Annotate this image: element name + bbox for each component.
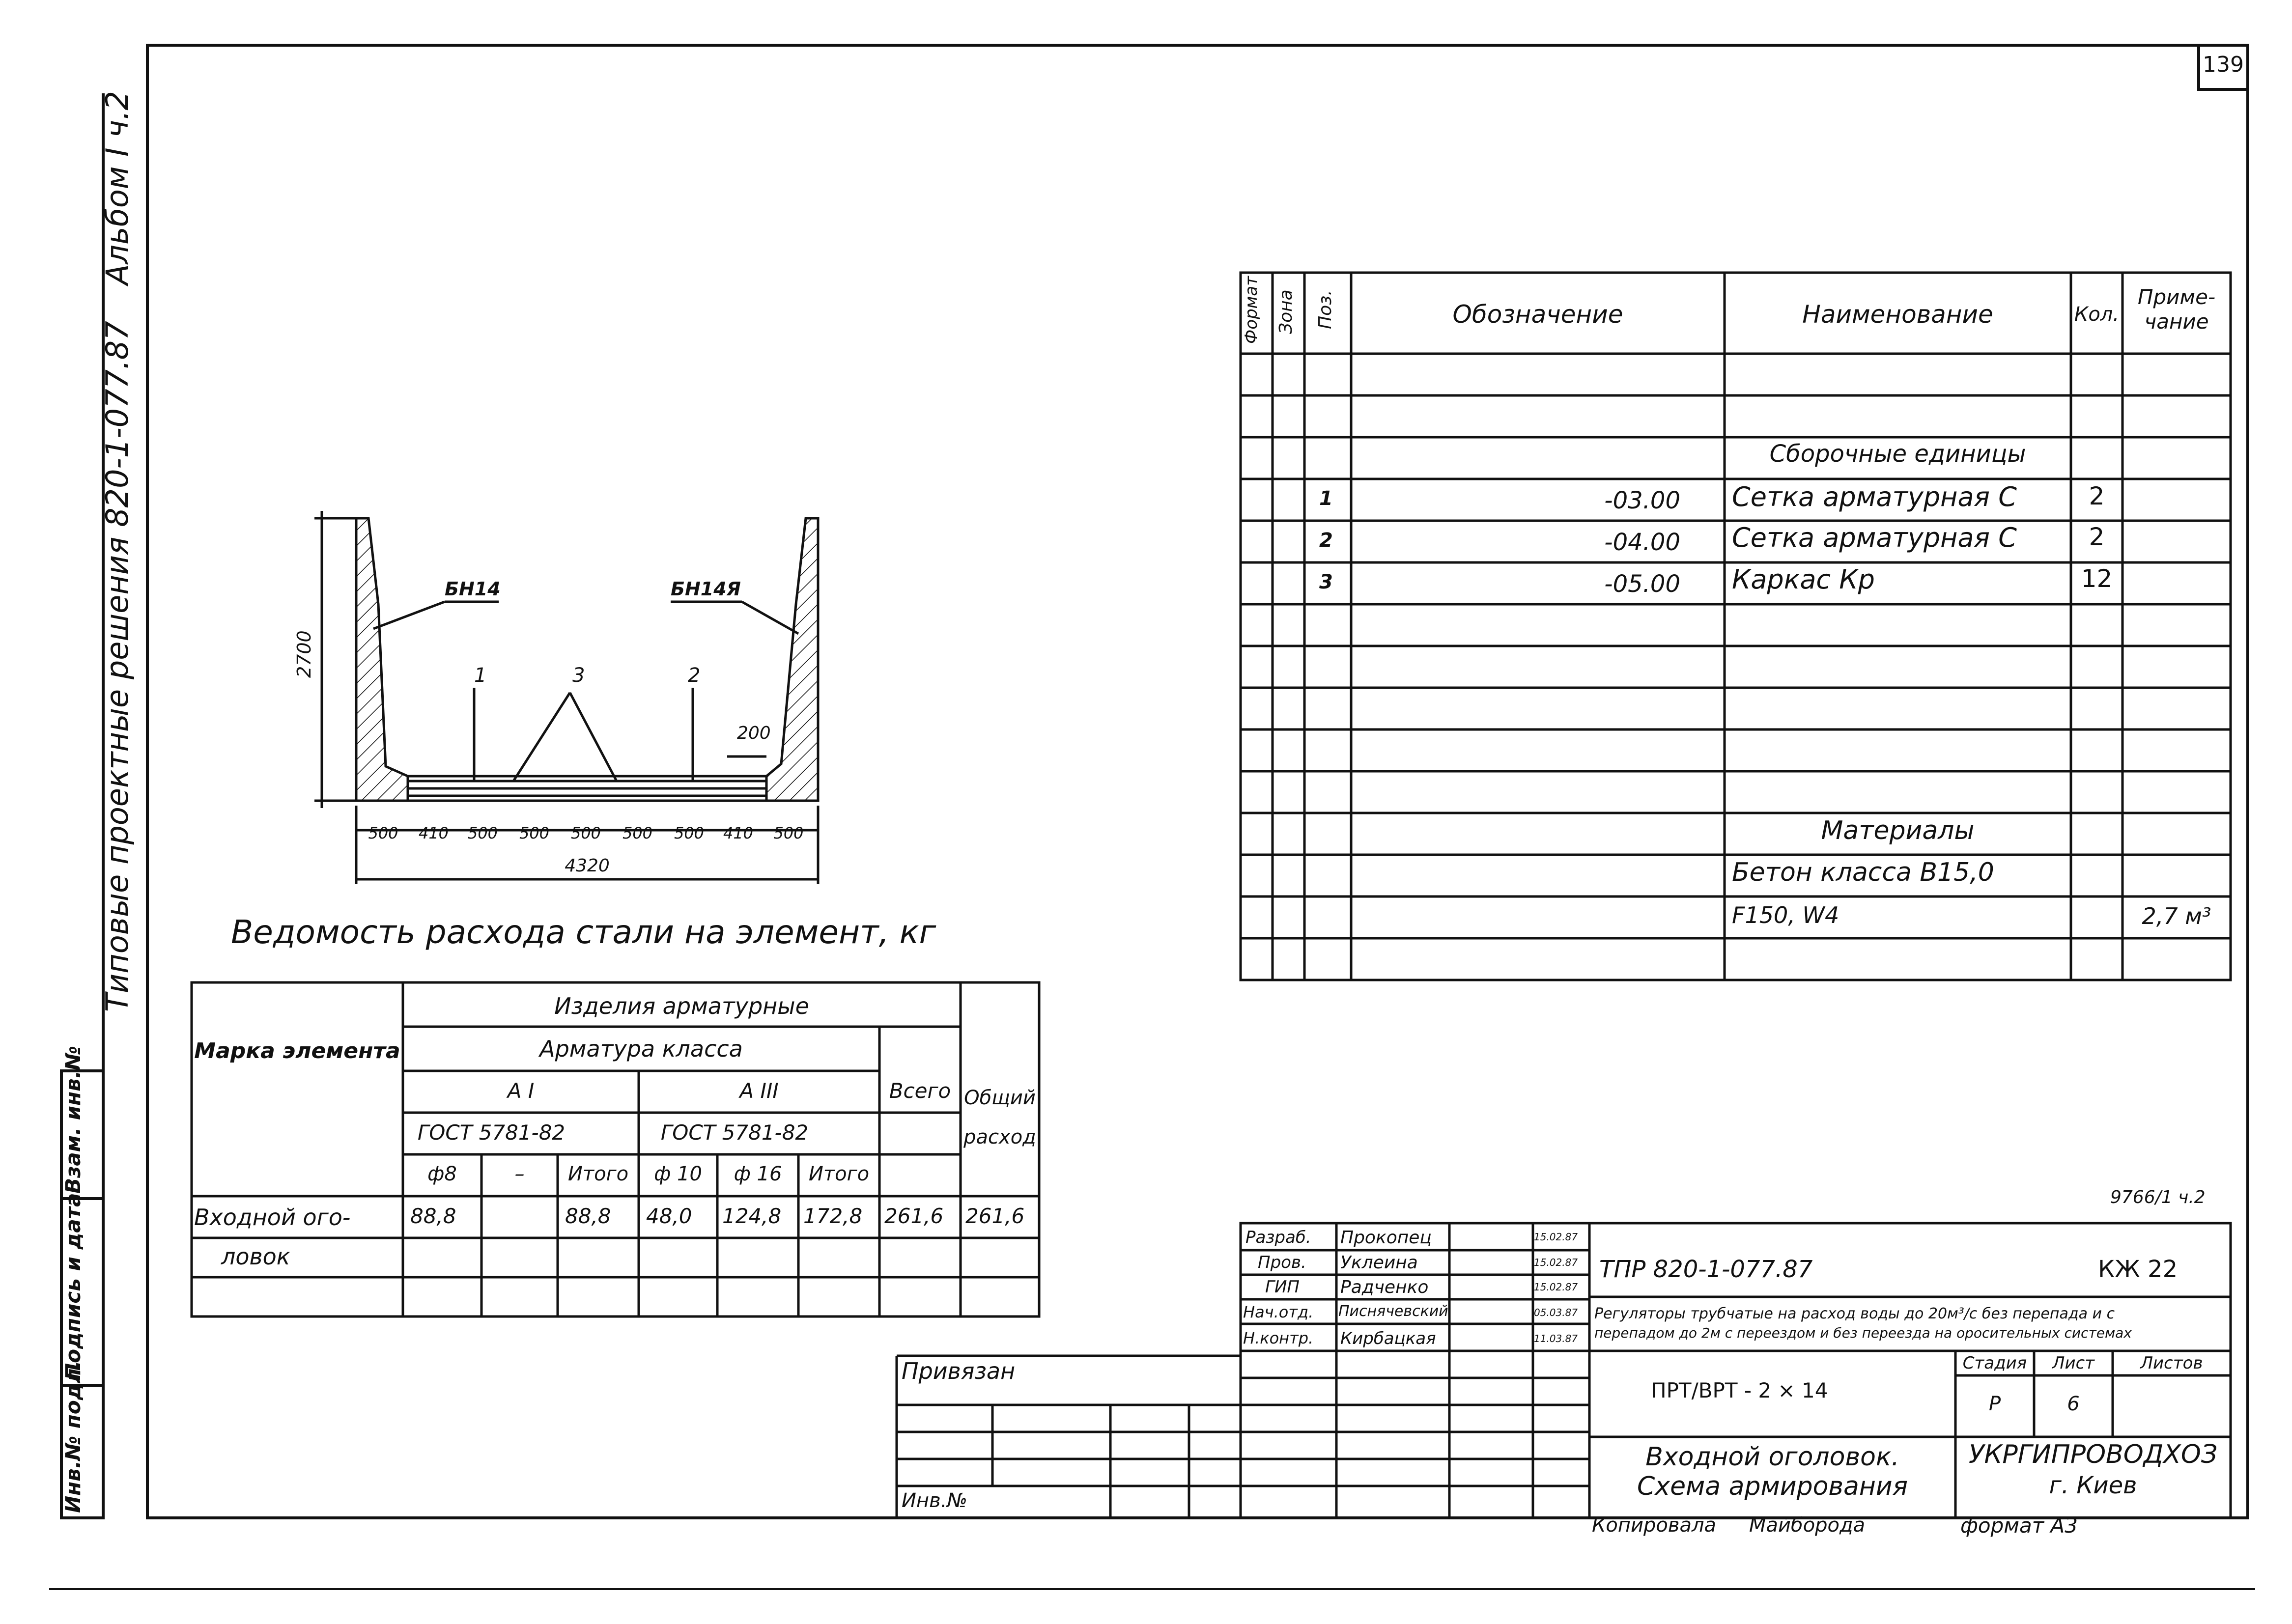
org-line1: УКРГИПРОВОДХОЗ	[1968, 1440, 2218, 1469]
dim-segment: 500	[674, 824, 705, 842]
steel-head-ai: А I	[507, 1079, 535, 1103]
steel-head-aiii: А III	[739, 1079, 779, 1103]
margin-label-sign: Подпись и дата	[61, 1193, 85, 1380]
dim-segment: 500	[467, 824, 498, 842]
dim-segment: 500	[519, 824, 550, 842]
element-code: ПРТ/ВРТ - 2 × 14	[1651, 1378, 1828, 1402]
small-dimension: 200	[737, 723, 771, 743]
spec-item-pos: 3	[1319, 571, 1333, 593]
spec-head-pos: Поз.	[1315, 290, 1335, 329]
spec-item-designation: -05.00	[1604, 570, 1680, 598]
project-line1: Регуляторы трубчатые на расход воды до 20м³/с без перепада и с	[1594, 1305, 2115, 1322]
steel-head-total: Всего	[889, 1079, 951, 1103]
doc-mark: КЖ 22	[2098, 1256, 2178, 1283]
stamp-role: Пров.	[1258, 1253, 1306, 1272]
steel-sub-col: ф8	[427, 1163, 457, 1185]
spec-item-designation: -04.00	[1604, 529, 1680, 556]
steel-row-value: 124,8	[722, 1204, 782, 1228]
spec-item-name: Сетка арматурная С	[1732, 481, 2017, 512]
dim-segment: 500	[368, 824, 398, 842]
mark-left-wall: БН14	[445, 578, 501, 600]
steel-head-mark	[192, 1036, 403, 1065]
spec-head-format: Формат	[1242, 276, 1261, 344]
steel-row-mark-line1: Входной ого-	[194, 1204, 351, 1231]
margin-label-inv: Инв.№ подл.	[61, 1360, 85, 1513]
dim-segment: 500	[622, 824, 653, 842]
stamp-name: Кирбацкая	[1340, 1329, 1436, 1348]
stamp-date: 11.03.87	[1534, 1333, 1578, 1344]
spec-section-assembly: Сборочные единицы	[1769, 440, 2026, 468]
steel-sub-col: ф 10	[654, 1163, 702, 1185]
spec-item-qty: 2	[2089, 482, 2105, 510]
stamp-date: 15.02.87	[1534, 1281, 1578, 1293]
bottom-dimension-chain	[356, 825, 818, 850]
spec-material-line1: Бетон класса В15,0	[1732, 858, 1994, 887]
steel-sub-col: Итого	[808, 1163, 870, 1185]
stamp-date: 15.02.87	[1534, 1257, 1578, 1268]
spec-item-pos: 2	[1319, 529, 1333, 552]
spec-item-name: Сетка арматурная С	[1732, 522, 2017, 553]
spec-item-qty: 2	[2089, 523, 2105, 551]
stamp-name: Радченко	[1340, 1277, 1429, 1297]
spec-item-designation: -03.00	[1604, 487, 1680, 514]
steel-table-title: Ведомость расхода стали на элемент, кг	[231, 913, 936, 951]
page-number: 139	[2203, 52, 2244, 77]
stamp-role: Н.контр.	[1243, 1329, 1314, 1347]
steel-row-mark-line2: ловок	[221, 1243, 290, 1270]
spec-head-designation: Обозначение	[1452, 300, 1623, 329]
spec-item-name: Каркас Кр	[1732, 564, 1875, 595]
stamp-name: Уклеина	[1340, 1253, 1418, 1273]
steel-head-gost2: ГОСТ 5781-82	[660, 1120, 809, 1145]
dim-segment: 410	[418, 824, 449, 842]
sheet-ref: 9766/1 ч.2	[2110, 1187, 2206, 1207]
org-line2: г. Киев	[2049, 1472, 2137, 1499]
steel-row-value: 261,6	[884, 1204, 944, 1228]
format-label: формат А3	[1960, 1513, 2078, 1538]
steel-table-grid	[192, 982, 1039, 1316]
steel-head-mark-text: Марка элемента	[194, 1038, 400, 1064]
steel-sub-col: Итого	[567, 1163, 629, 1185]
stamp-sheet: 6	[2067, 1393, 2080, 1415]
total-dimension: 4320	[565, 856, 610, 876]
spec-head-name: Наименование	[1802, 300, 1993, 329]
position-1: 1	[474, 664, 487, 687]
steel-sub-col: ф 16	[734, 1163, 782, 1185]
spec-item-pos: 1	[1319, 487, 1333, 510]
steel-row-value: 172,8	[803, 1204, 863, 1228]
spec-head-zone: Зона	[1276, 289, 1296, 334]
dim-segment: 500	[570, 824, 601, 842]
bound-label: Привязан	[902, 1358, 1016, 1384]
spec-material-line2: F150, W4	[1732, 902, 1839, 928]
copied-name: Майборода	[1749, 1514, 1866, 1537]
stamp-name: Писнячевский	[1338, 1303, 1448, 1320]
drawing-title-line1: Входной оголовок.	[1645, 1442, 1899, 1472]
spec-material-note: 2,7 м³	[2142, 903, 2211, 929]
margin-label-replace: Взам. инв.№	[61, 1045, 85, 1194]
stamp-role: ГИП	[1265, 1277, 1300, 1297]
drawing-title-line2: Схема армирования	[1637, 1472, 1908, 1501]
mark-right-wall: БН14Я	[671, 578, 741, 600]
spec-head-qty: Кол.	[2074, 303, 2120, 326]
copied-label: Копировала	[1592, 1514, 1717, 1537]
steel-row-value: 48,0	[646, 1204, 692, 1228]
height-dimension: 2700	[293, 630, 315, 678]
series-label: Типовые проектные решения 820-1-077.87	[99, 321, 135, 1012]
spec-section-materials: Материалы	[1821, 816, 1975, 845]
stamp-sheet-head: Лист	[2052, 1353, 2095, 1373]
stamp-role: Нач.отд.	[1243, 1303, 1314, 1321]
inv-label: Инв.№	[902, 1489, 967, 1512]
stamp-name: Прокопец	[1340, 1228, 1432, 1248]
stamp-stage: Р	[1988, 1393, 2001, 1415]
position-3: 3	[572, 664, 585, 687]
doc-code: ТПР 820-1-077.87	[1599, 1256, 1813, 1283]
stamp-role: Разраб.	[1245, 1228, 1311, 1247]
spec-head-note: Приме- чание	[2137, 285, 2216, 334]
stamp-sheets-head: Листов	[2140, 1353, 2203, 1373]
steel-row-value: 88,8	[410, 1204, 456, 1228]
steel-row-value: 88,8	[565, 1204, 611, 1228]
dim-segment: 410	[723, 824, 754, 842]
steel-row-value: 261,6	[965, 1204, 1025, 1228]
steel-head-common: Общий расход	[963, 1087, 1036, 1148]
stamp-date: 05.03.87	[1534, 1307, 1578, 1318]
steel-head-gost1: ГОСТ 5781-82	[417, 1120, 566, 1145]
steel-head-products: Изделия арматурные	[554, 993, 809, 1019]
project-line2: перепадом до 2м с переездом и без переезда на оросительных системах	[1594, 1325, 2132, 1341]
spec-item-qty: 12	[2081, 564, 2113, 593]
stamp-date: 15.02.87	[1534, 1231, 1578, 1243]
steel-head-class: Арматура класса	[539, 1036, 743, 1062]
album-label: Альбом I ч.2	[99, 90, 135, 285]
stamp-stage-head: Стадия	[1962, 1353, 2027, 1373]
dim-segment: 500	[773, 824, 804, 842]
steel-sub-col: –	[514, 1163, 525, 1185]
position-2: 2	[688, 664, 701, 687]
